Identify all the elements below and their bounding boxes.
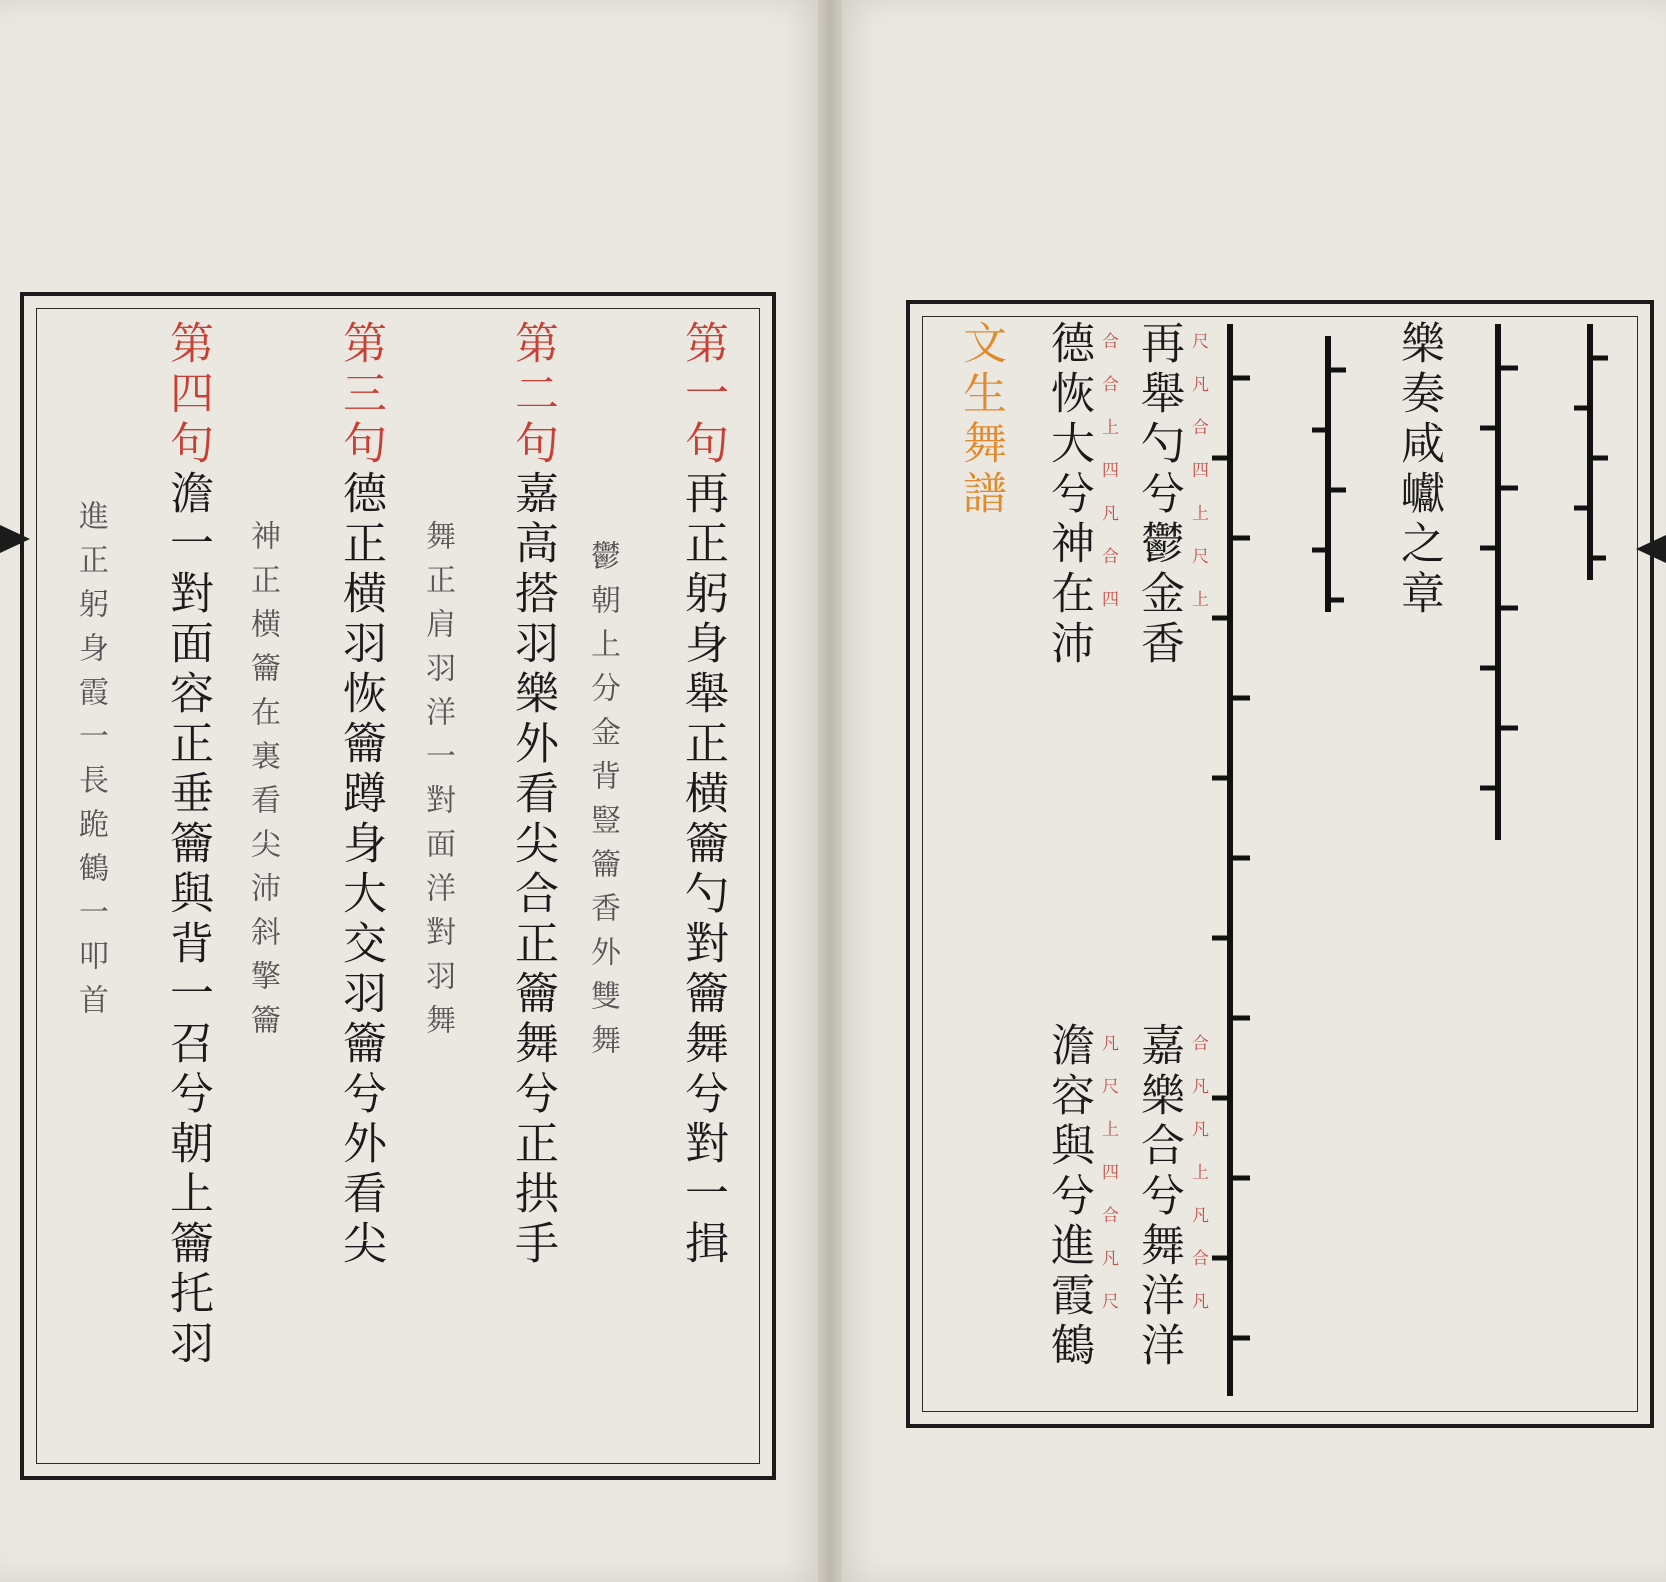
line-label: 第二句 <box>507 320 558 470</box>
lyric-text: 再舉勺兮鬱金香 <box>1133 320 1184 670</box>
line-text: 進正躬身霞一長跪鶴一叩首 <box>73 500 108 1028</box>
left-page-frame <box>20 292 776 1480</box>
left-col-1 <box>670 320 734 1270</box>
piece-title <box>1386 320 1450 620</box>
lyric-line-2 <box>1036 320 1100 670</box>
lyric-line-1 <box>1126 320 1190 670</box>
lyric-text: 嘉樂合兮舞洋洋 <box>1133 1022 1184 1372</box>
line-label: 第三句 <box>335 320 386 470</box>
line-label: 第一句 <box>677 320 728 470</box>
manchu-script-column <box>1468 318 1528 848</box>
lyric-text: 澹容與兮進霞鶴 <box>1043 1022 1094 1372</box>
line-text: 澹一對面容正垂籥與背一召兮朝上籥托羽 <box>162 470 213 1370</box>
fish-tail-mark-right <box>1636 535 1666 563</box>
line-text: 舞正肩羽洋一對面洋對羽舞 <box>420 520 455 1048</box>
line-text: 鬱朝上分金背豎籥香外雙舞 <box>585 540 620 1068</box>
left-col-3 <box>500 320 564 1270</box>
lyric-line-4 <box>1036 1022 1100 1372</box>
lyric-text: 德恢大兮神在沛 <box>1043 320 1094 670</box>
right-page-frame <box>906 300 1654 1428</box>
manchu-script-column <box>1300 330 1356 620</box>
manchu-script-column <box>1562 318 1618 588</box>
line-text: 德正横羽恢籥蹲身大交羽籥兮外看尖 <box>335 470 386 1270</box>
line-text: 嘉高搭羽樂外看尖合正籥舞兮正拱手 <box>507 470 558 1270</box>
left-col-5 <box>328 320 392 1270</box>
left-col-8 <box>68 500 112 1028</box>
book-gutter <box>818 0 842 1582</box>
line-text: 再正躬身舉正横籥勺對籥舞兮對一揖 <box>677 470 728 1270</box>
left-col-7 <box>155 320 219 1370</box>
lyric-line-3 <box>1126 1022 1190 1372</box>
left-col-4 <box>415 520 459 1048</box>
notation-text: 凡尺上四合凡尺 <box>1098 1034 1118 1335</box>
title-text: 樂奏咸巘之章 <box>1393 320 1444 620</box>
heading-text: 文生舞譜 <box>955 320 1006 520</box>
line-text: 神正横籥在裏看尖沛斜擎籥 <box>245 520 280 1048</box>
left-col-2 <box>580 540 624 1068</box>
fish-tail-mark-left <box>0 525 30 553</box>
line-label: 第四句 <box>162 320 213 470</box>
notation-text: 合凡凡上凡合凡 <box>1188 1034 1208 1335</box>
left-col-6 <box>240 520 284 1048</box>
notation-text: 尺凡合四上尺上 <box>1188 332 1208 633</box>
section-heading <box>948 320 1012 520</box>
notation-text: 合合上四凡合四 <box>1098 332 1118 633</box>
